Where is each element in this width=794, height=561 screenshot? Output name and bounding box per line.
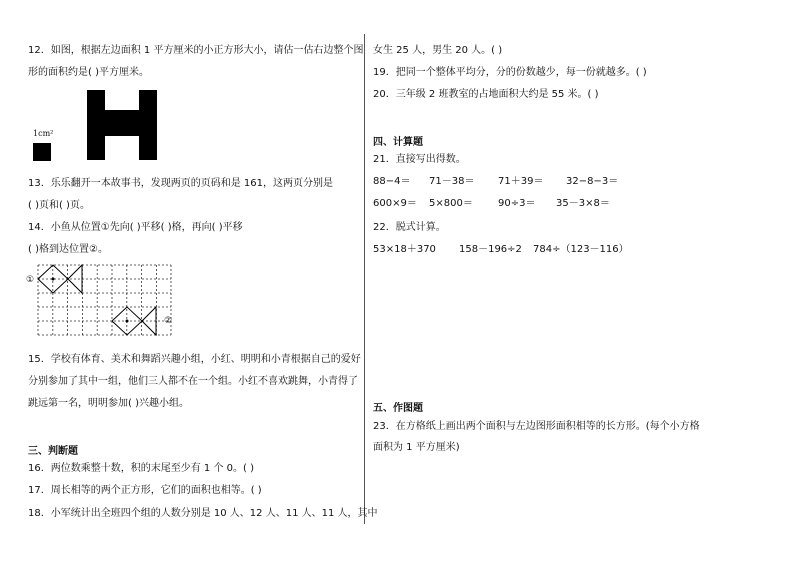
position-2-label: ② [164, 316, 173, 326]
q21: 21．直接写出得数。 [373, 154, 466, 165]
q12-line1: 12．如图，根据左边面积 1 平方厘米的小正方形大小，请估一估右边整个图 [28, 45, 364, 56]
q16: 16．两位数乘整十数，积的末尾至少有 1 个 0。( ) [28, 463, 254, 474]
q13-line2: ( )页和( )页。 [28, 200, 90, 211]
calc-item: 71－38＝ [429, 176, 475, 187]
position-1-label: ① [26, 275, 35, 285]
section-4-title: 四、计算题 [373, 137, 423, 148]
calc-item: 158－196÷2 [459, 244, 522, 255]
calc-item: 784÷（123－116） [533, 244, 629, 255]
q15-line2: 分别参加了其中一组，他们三人都不在一个组。小红不喜欢跳舞，小青得了 [28, 376, 358, 387]
unit-square [33, 143, 51, 161]
q13-line1: 13．乐乐翻开一本故事书，发现两页的页码和是 161，这两页分别是 [28, 178, 333, 189]
q12-line2: 形的面积约是( )平方厘米。 [28, 67, 149, 78]
calc-item: 32−8−3＝ [566, 176, 619, 187]
section-3-title: 三、判断题 [28, 446, 78, 457]
section-5-title: 五、作图题 [373, 403, 423, 414]
calc-item: 35－3×8＝ [556, 198, 610, 209]
q15-line1: 15．学校有体育、美术和舞蹈兴趣小组，小红、明明和小青根据自己的爱好 [28, 354, 361, 365]
calc-row-3 [373, 243, 773, 257]
calc-item: 600×9＝ [373, 198, 417, 209]
q22: 22．脱式计算。 [373, 222, 446, 233]
q20: 20．三年级 2 班教室的占地面积大约是 55 米。( ) [373, 89, 599, 100]
q18-line1: 18．小军统计出全班四个组的人数分别是 10 人、12 人、11 人、11 人，其中 [28, 508, 378, 519]
calc-item: 5×800＝ [429, 198, 473, 209]
unit-square-label: 1cm² [33, 129, 54, 138]
h-shape-figure [87, 90, 157, 160]
q14-line2: ( )格到达位置②。 [28, 244, 108, 255]
calc-row-2 [373, 197, 773, 211]
calc-item: 90÷3＝ [498, 198, 536, 209]
calc-item: 71＋39＝ [498, 176, 544, 187]
calc-row-1 [373, 175, 773, 189]
fish-grid-figure [26, 263, 176, 343]
calc-item: 88−4＝ [373, 176, 411, 187]
q19: 19．把同一个整体平均分，分的份数越少，每一份就越多。( ) [373, 67, 647, 78]
q14-line1: 14．小鱼从位置①先向( )平移( )格，再向( )平移 [28, 222, 243, 233]
q18-line2: 女生 25 人，男生 20 人。( ) [373, 45, 503, 56]
q17: 17．周长相等的两个正方形，它们的面积也相等。( ) [28, 485, 262, 496]
q23-line2: 面积为 1 平方厘米) [373, 442, 460, 453]
column-divider [364, 34, 365, 524]
q15-line3: 跳远第一名，明明参加( )兴趣小组。 [28, 398, 189, 409]
calc-item: 53×18＋370 [373, 244, 436, 255]
q23-line1: 23．在方格纸上画出两个面积与左边图形面积相等的长方形。(每个小方格 [373, 421, 700, 432]
